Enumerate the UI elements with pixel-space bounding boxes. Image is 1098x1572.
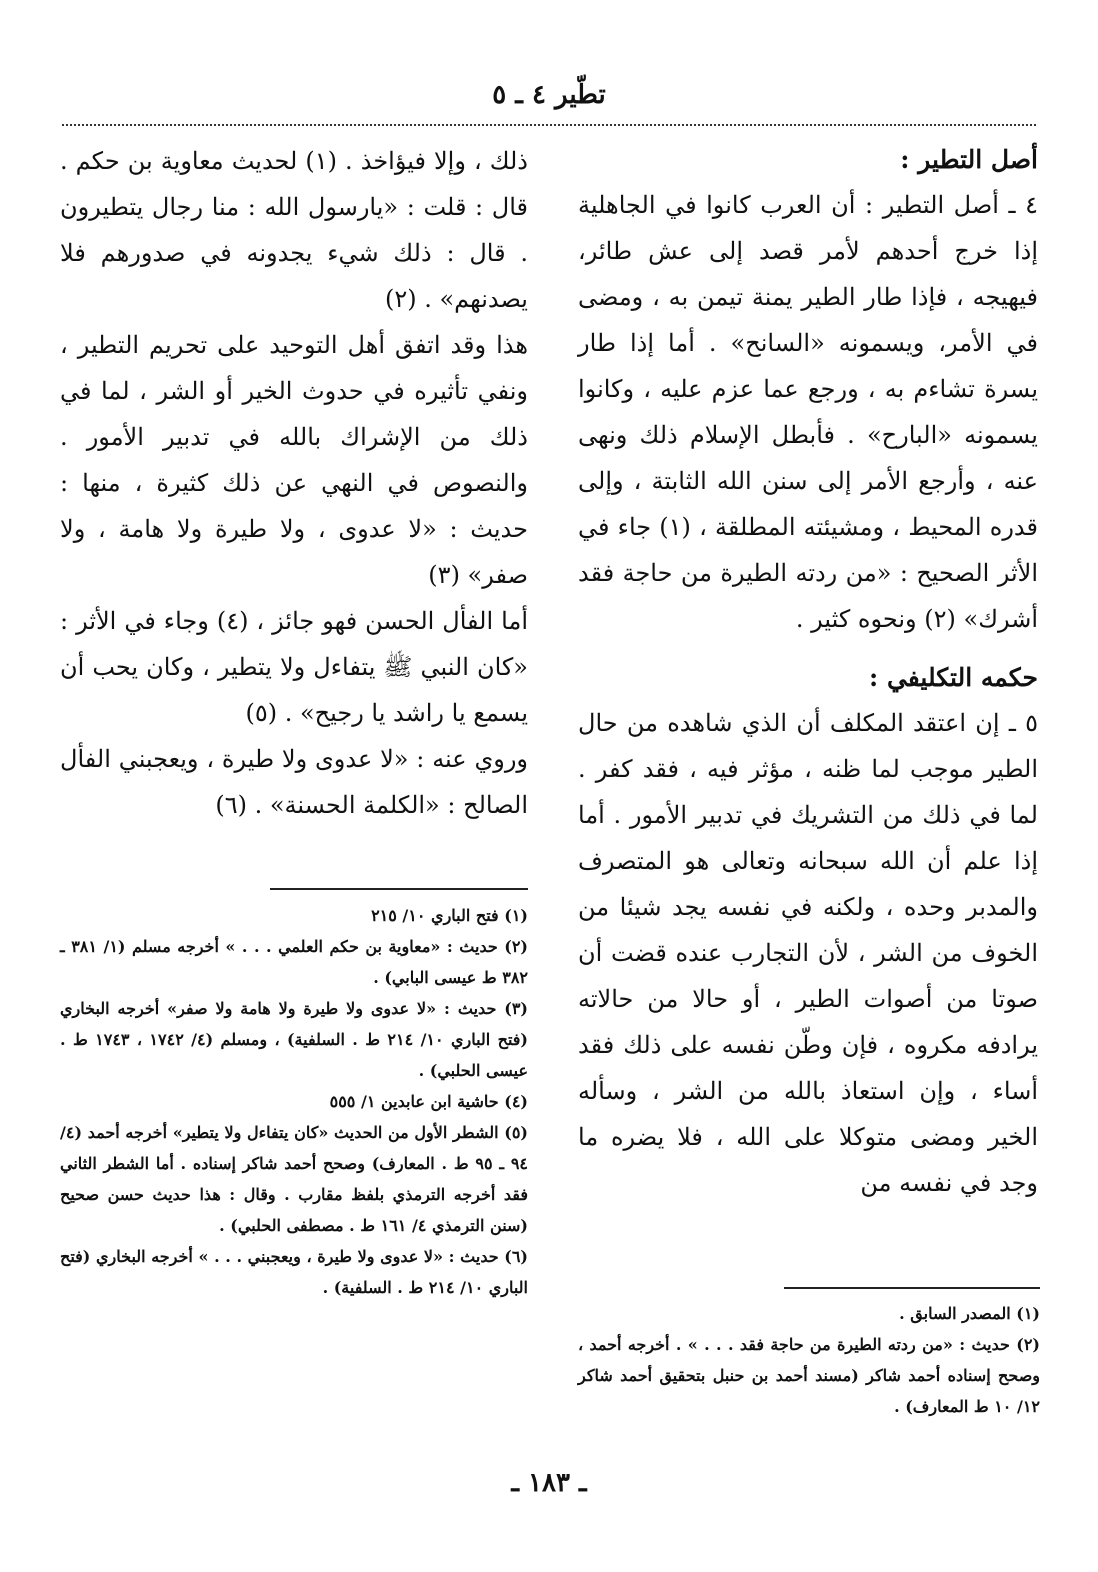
footnote: (٥) الشطر الأول من الحديث «كان يتفاءل ولا يتطير» أخرجه أحمد (٤/ ٩٤ ـ ٩٥ ط . المعارف) وصحح أحمد شاكر إسناده . أما الشطر الثاني فقد أخرجه الترمذي بلفظ مقارب . وقال : هذا حديث حسن صحيح (سنن الترمذي ٤/ ١٦١ ط . مصطفى الحلبي) .: [60, 1123, 529, 1235]
footnote: (٣) حديث : «لا عدوى ولا طيرة ولا هامة ولا صفر» أخرجه البخاري (فتح الباري ١٠/ ٢١٤ ط . السلفية) ، ومسلم (٤/ ١٧٤٢ ، ١٧٤٣ ط . عيسى الحلبي) .: [60, 999, 529, 1080]
section-heading-origin: أصل التطير :: [900, 145, 1038, 174]
header-dotted-rule: [62, 124, 1036, 126]
footnote: (٢) حديث : «معاوية بن حكم العلمي . . . » أخرجه مسلم (١/ ٣٨١ ـ ٣٨٢ ط عيسى البابي) .: [60, 937, 528, 987]
footnote: (٤) حاشية ابن عابدين ١/ ٥٥٥: [329, 1092, 528, 1111]
section-heading-ruling: حكمه التكليفي :: [869, 663, 1038, 692]
paragraph-origin: ٤ ـ أصل التطير : أن العرب كانوا في الجاهلية إذا خرج أحدهم لأمر قصد إلى عش طائر، فيهيجه ، فإذا طار الطير يمنة تيمن به ، ومضى في الأمر، ويسمونه «السانح» . أما إذا طار يسرة تشاءم به ، ورجع عما عزم عليه ، وكانوا يسمونه «البارح» . فأبطل الإسلام ذلك ونهى عنه ، وأرجع الأمر إلى سنن الله الثابتة ، وإلى قدره المحيط ، ومشيئته المطلقة ، (١) جاء في الأثر الصحيح : «من ردته الطيرة من حاجة فقد أشرك» (٢) ونحوه كثير .: [578, 191, 1039, 633]
paragraph-continuation: ذلك ، وإلا فيؤاخذ . (١) لحديث معاوية بن حكم . قال : قلت : «يارسول الله : منا رجال يتطيرون . قال : ذلك شيء يجدونه في صدورهم فلا يصدنهم» . (٢): [60, 147, 528, 313]
running-header: تطّير ٤ ـ ٥: [492, 80, 606, 110]
paragraph-narration: وروي عنه : «لا عدوى ولا طيرة ، ويعجبني الفأل الصالح : «الكلمة الحسنة» . (٦): [60, 745, 528, 819]
footnotes-right: [578, 1298, 1040, 1422]
footnote-rule-left: [270, 888, 528, 890]
right-column: [578, 138, 1038, 1206]
footnote: (٦) حديث : «لا عدوى ولا طيرة ، ويعجبني . . . » أخرجه البخاري (فتح الباري ١٠/ ٢١٤ ط . السلفية) .: [60, 1247, 528, 1297]
page-number: ـ ١٨٣ ـ: [511, 1468, 587, 1498]
footnote-rule-right: [784, 1287, 1040, 1289]
footnote: (٢) حديث : «من ردته الطيرة من حاجة فقد . . . » . أخرجه أحمد ، وصحح إسناده أحمد شاكر (مسند أحمد بن حنبل بتحقيق أحمد شاكر ١٢/ ١٠ ط المعارف) .: [578, 1335, 1040, 1416]
footnote: (١) فتح الباري ١٠/ ٢١٥: [371, 906, 528, 925]
paragraph-ruling: ٥ ـ إن اعتقد المكلف أن الذي شاهده من حال الطير موجب لما ظنه ، مؤثر فيه ، فقد كفر . لما في ذلك من التشريك في تدبير الأمور . أما إذا علم أن الله سبحانه وتعالى هو المتصرف والمدبر وحده ، ولكنه في نفسه يجد شيئا من الخوف من الشر ، لأن التجارب عنده قضت أن صوتا من أصوات الطير ، أو حالا من حالاته يرادفه مكروه ، فإن وطّن نفسه على ذلك فقد أساء ، وإن استعاذ بالله من الشر ، وسأله الخير ومضى متوكلا على الله ، فلا يضره ما وجد في نفسه من: [578, 709, 1038, 1197]
footnotes-left: [60, 900, 528, 1303]
left-column: [60, 138, 528, 828]
footnote: (١) المصدر السابق .: [899, 1304, 1040, 1323]
paragraph-consensus: هذا وقد اتفق أهل التوحيد على تحريم التطير ، ونفي تأثيره في حدوث الخير أو الشر ، لما في ذلك من الإشراك بالله في تدبير الأمور . والنصوص في النهي عن ذلك كثيرة ، منها : حديث : «لا عدوى ، ولا طيرة ولا هامة ، ولا صفر» (٣): [60, 331, 528, 589]
paragraph-good-omen: أما الفأل الحسن فهو جائز ، (٤) وجاء في الأثر : «كان النبي ﷺ يتفاءل ولا يتطير ، وكان يحب أن يسمع يا راشد يا رجيح» . (٥): [60, 607, 528, 727]
